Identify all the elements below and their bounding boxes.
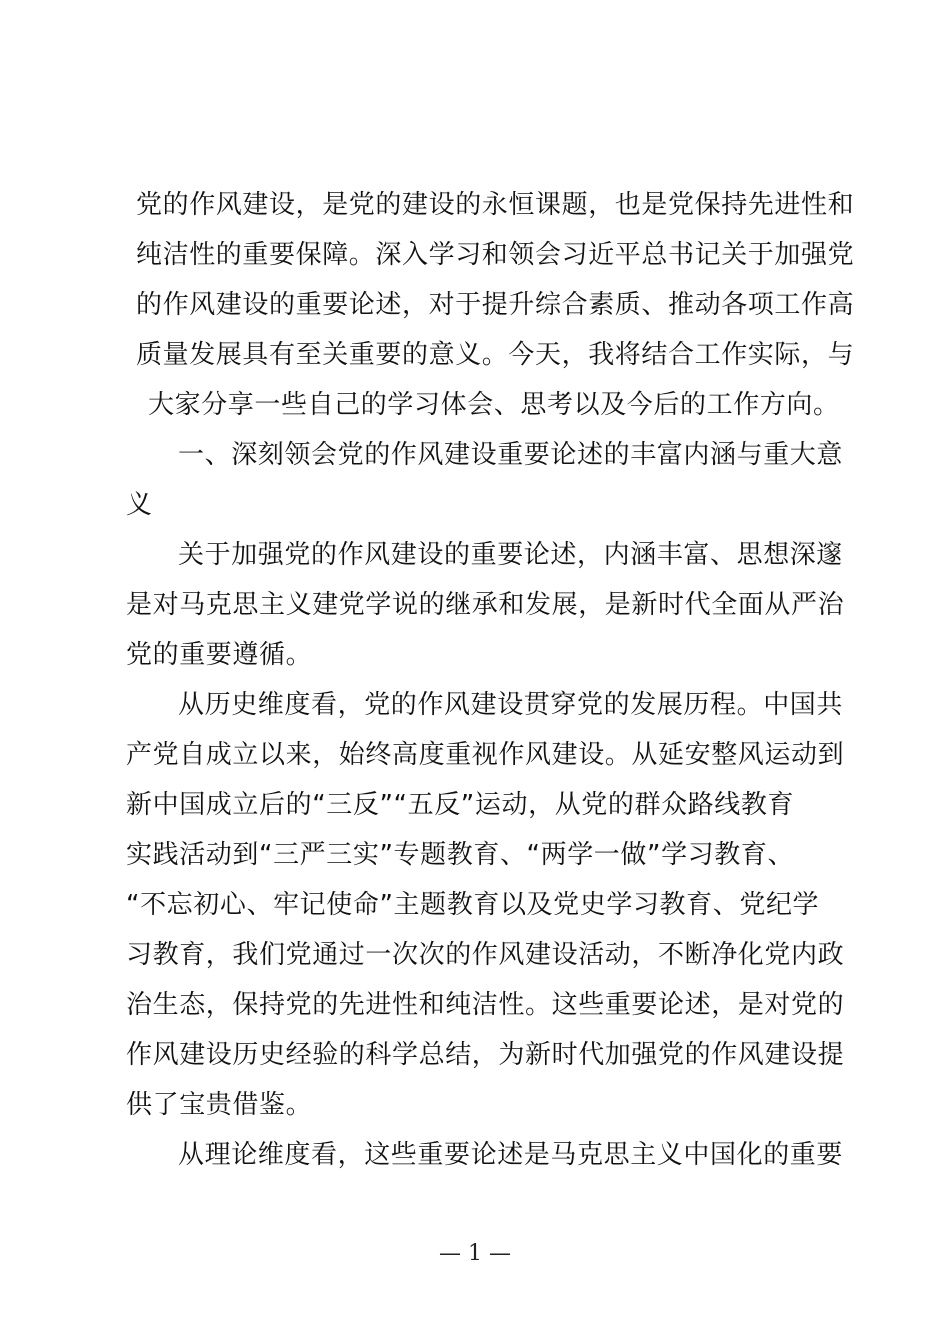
section-heading-continuation: 义 xyxy=(126,490,153,520)
text-line: 从理论维度看，这些重要论述是马克思主义中国化的重要 xyxy=(178,1140,844,1170)
text-line: 作风建设历史经验的科学总结，为新时代加强党的作风建设提 xyxy=(126,1040,845,1070)
text-line: 治生态，保持党的先进性和纯洁性。这些重要论述，是对党的 xyxy=(126,990,845,1020)
text-line: 大家分享一些自己的学习体会、思考以及今后的工作方向。 xyxy=(148,390,840,420)
text-line: 习教育，我们党通过一次次的作风建设活动，不断净化党内政 xyxy=(126,940,845,970)
document-body xyxy=(126,180,855,1180)
text-line: 新中国成立后的“三反”“五反”运动，从党的群众路线教育 xyxy=(126,790,795,820)
text-line: 从历史维度看，党的作风建设贯穿党的发展历程。中国共 xyxy=(178,690,844,720)
text-line: “不忘初心、牢记使命”主题教育以及党史学习教育、党纪学 xyxy=(126,890,820,920)
text-line: 党的作风建设，是党的建设的永恒课题，也是党保持先进性和 xyxy=(136,190,855,220)
text-line: 纯洁性的重要保障。深入学习和领会习近平总书记关于加强党 xyxy=(136,240,855,270)
text-line: 的作风建设的重要论述，对于提升综合素质、推动各项工作高 xyxy=(136,290,855,320)
text-line: 实践活动到“三严三实”专题教育、“两学一做”学习教育、 xyxy=(126,840,795,870)
section-heading: 一、深刻领会党的作风建设重要论述的丰富内涵与重大意 xyxy=(178,440,844,470)
page-number: — 1 — xyxy=(439,1241,511,1266)
text-line: 产党自成立以来，始终高度重视作风建设。从延安整风运动到 xyxy=(126,740,845,770)
text-line: 是对马克思主义建党学说的继承和发展，是新时代全面从严治 xyxy=(126,590,845,620)
text-line: 党的重要遵循。 xyxy=(126,640,313,670)
text-line: 质量发展具有至关重要的意义。今天，我将结合工作实际，与 xyxy=(136,340,855,370)
text-line: 关于加强党的作风建设的重要论述，内涵丰富、思想深邃 xyxy=(178,540,844,570)
text-line: 供了宝贵借鉴。 xyxy=(126,1090,313,1120)
